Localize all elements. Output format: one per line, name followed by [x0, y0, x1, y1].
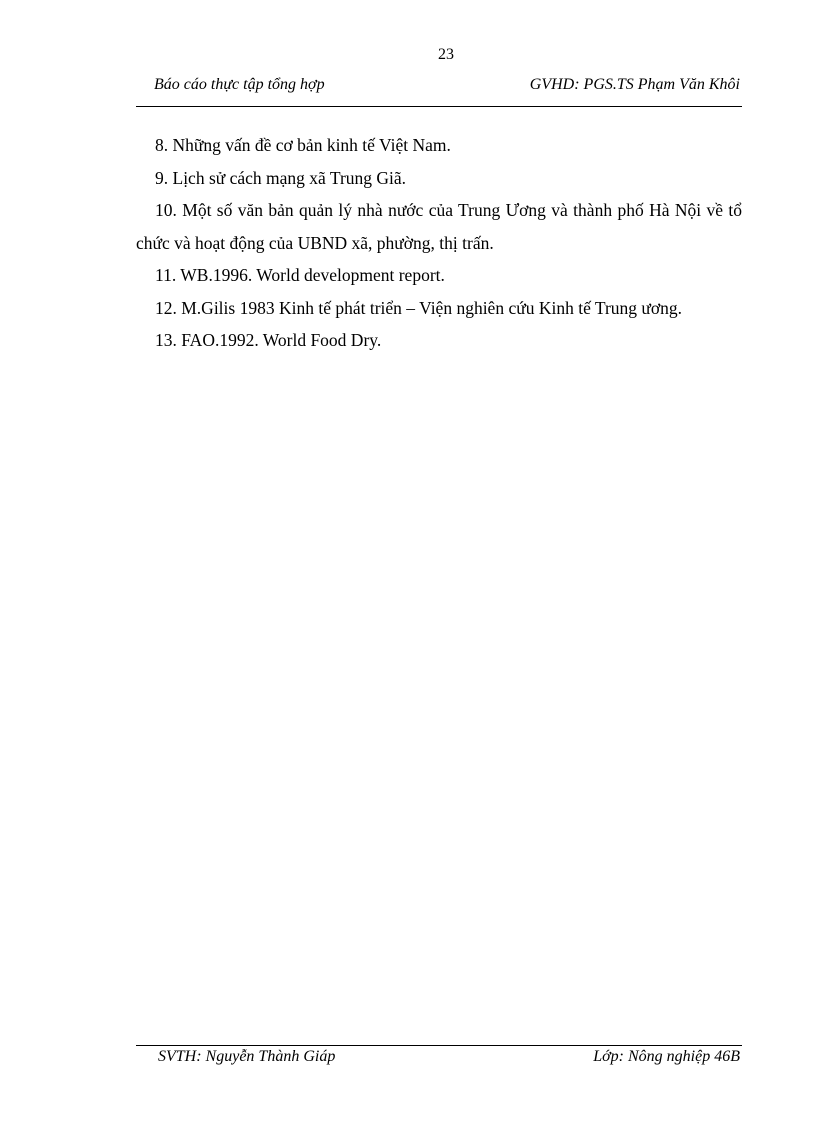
header-supervisor: GVHD: PGS.TS Phạm Văn Khôi — [529, 76, 740, 93]
page-header — [136, 76, 742, 100]
reference-item: 10. Một số văn bản quản lý nhà nước của Trung Ương và thành phố Hà Nội về tổ chức và hoạt động của UBND xã, phường, thị trấn. — [136, 200, 742, 253]
header-divider — [136, 106, 742, 107]
reference-item: 11. WB.1996. World development report. — [155, 265, 445, 285]
reference-item: 12. M.Gilis 1983 Kinh tế phát triển – Viện nghiên cứu Kinh tế Trung ương. — [155, 297, 683, 318]
reference-item: 8. Những vấn đề cơ bản kinh tế Việt Nam. — [155, 135, 451, 155]
header-report-title: Báo cáo thực tập tổng hợp — [154, 76, 325, 93]
footer-class: Lớp: Nông nghiệp 46B — [593, 1048, 740, 1065]
page-footer — [136, 1048, 742, 1072]
footer-divider — [136, 1045, 742, 1046]
page-number: 23 — [438, 46, 454, 63]
footer-student: SVTH: Nguyễn Thành Giáp — [158, 1048, 336, 1065]
reference-list — [136, 129, 742, 357]
reference-item: 13. FAO.1992. World Food Dry. — [155, 330, 382, 350]
reference-item: 9. Lịch sử cách mạng xã Trung Giã. — [155, 167, 407, 188]
